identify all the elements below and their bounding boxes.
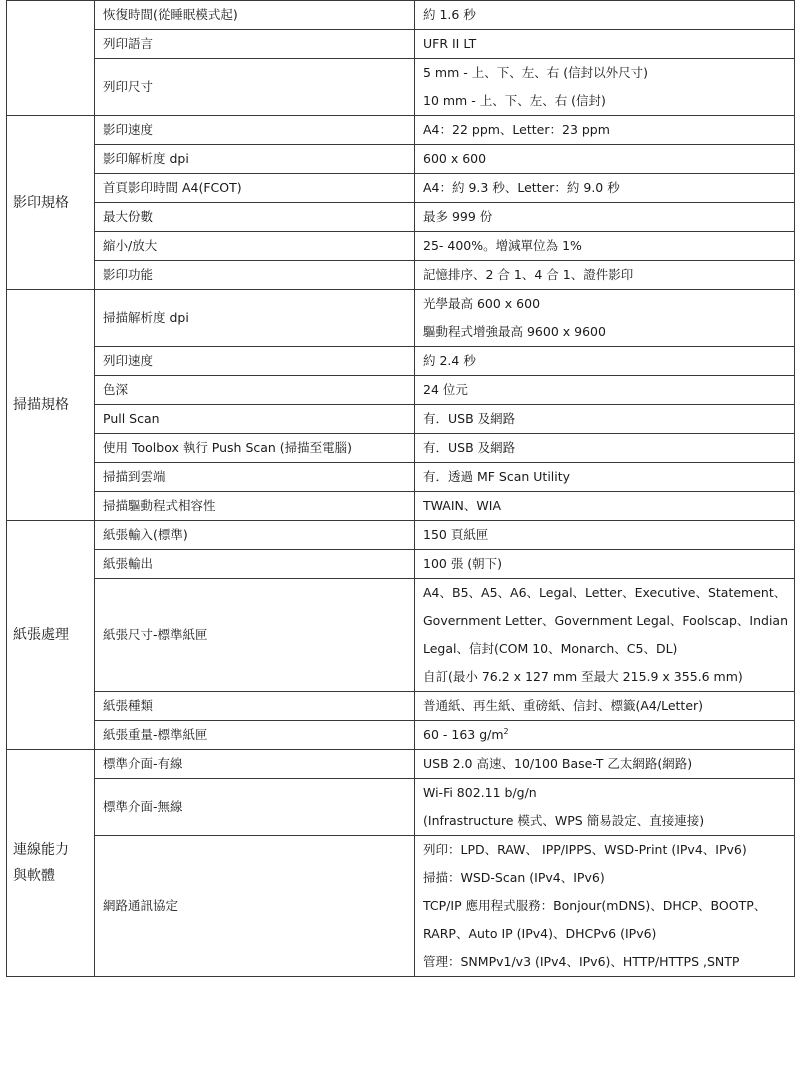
spec-value-line bbox=[423, 807, 794, 835]
spec-value-line bbox=[423, 920, 794, 948]
section-category bbox=[7, 1, 95, 116]
section-category: 紙張處理 bbox=[7, 521, 95, 750]
unit-superscript: 2 bbox=[503, 726, 509, 736]
spec-value-text: 最多 999 份 bbox=[423, 209, 493, 224]
spec-value-text: 光學最高 600 x 600 bbox=[423, 296, 541, 311]
spec-value bbox=[415, 261, 795, 290]
table-row bbox=[7, 779, 795, 836]
table-row bbox=[7, 1, 795, 30]
spec-value-text: 自訂(最小 76.2 x 127 mm 至最大 215.9 x 355.6 mm) bbox=[423, 669, 743, 684]
spec-label: 列印尺寸 bbox=[95, 59, 415, 116]
spec-value-text: 管理：SNMPv1/v3 (IPv4、IPv6)、HTTP/HTTPS ,SNTP bbox=[423, 954, 740, 969]
table-row bbox=[7, 290, 795, 347]
spec-value-text: 600 x 600 bbox=[423, 151, 487, 166]
spec-value bbox=[415, 30, 795, 59]
spec-value-line bbox=[423, 59, 794, 87]
spec-value-line bbox=[423, 30, 794, 58]
spec-value-text: USB 2.0 高速、10/100 Base-T 乙太網路(網路) bbox=[423, 756, 693, 771]
table-row bbox=[7, 463, 795, 492]
spec-label: 恢復時間(從睡眠模式起) bbox=[95, 1, 415, 30]
spec-value bbox=[415, 376, 795, 405]
spec-value-text: 10 mm - 上、下、左、右 (信封) bbox=[423, 93, 606, 108]
spec-value bbox=[415, 463, 795, 492]
spec-value-text: 驅動程式增強最高 9600 x 9600 bbox=[423, 324, 606, 339]
spec-value-text: 150 頁紙匣 bbox=[423, 527, 489, 542]
spec-value bbox=[415, 290, 795, 347]
section-category bbox=[7, 750, 95, 977]
spec-value-line bbox=[423, 663, 794, 691]
spec-value-text: 約 1.6 秒 bbox=[423, 7, 476, 22]
spec-value-text: 列印：LPD、RAW、 IPP/IPPS、WSD-Print (IPv4、IPv6) bbox=[423, 842, 747, 857]
spec-value-line bbox=[423, 607, 794, 635]
spec-label: Pull Scan bbox=[95, 405, 415, 434]
spec-value bbox=[415, 692, 795, 721]
spec-label: 網路通訊協定 bbox=[95, 836, 415, 977]
category-line: 連線能力 bbox=[13, 842, 69, 858]
spec-value bbox=[415, 174, 795, 203]
spec-value-line bbox=[423, 232, 794, 260]
spec-value-line bbox=[423, 579, 794, 607]
spec-value bbox=[415, 579, 795, 692]
spec-value bbox=[415, 347, 795, 376]
spec-label: 列印語言 bbox=[95, 30, 415, 59]
spec-value-line bbox=[423, 347, 794, 375]
spec-label: 縮小/放大 bbox=[95, 232, 415, 261]
spec-value-line bbox=[423, 692, 794, 720]
spec-value-line bbox=[423, 864, 794, 892]
spec-value-text: Wi-Fi 802.11 b/g/n bbox=[423, 785, 537, 800]
spec-value bbox=[415, 1, 795, 30]
spec-label: 影印功能 bbox=[95, 261, 415, 290]
spec-value-text: (Infrastructure 模式、WPS 簡易設定、直接連接) bbox=[423, 813, 705, 828]
spec-value-line bbox=[423, 948, 794, 976]
spec-value-text: A4：22 ppm、Letter：23 ppm bbox=[423, 122, 610, 137]
spec-value-text: RARP、Auto IP (IPv4)、DHCPv6 (IPv6) bbox=[423, 926, 657, 941]
spec-label: 掃描驅動程式相容性 bbox=[95, 492, 415, 521]
table-row bbox=[7, 492, 795, 521]
spec-value bbox=[415, 59, 795, 116]
spec-value-line bbox=[423, 318, 794, 346]
spec-value-line bbox=[423, 405, 794, 433]
spec-value-line bbox=[423, 463, 794, 491]
spec-value-text: 5 mm - 上、下、左、右 (信封以外尺寸) bbox=[423, 65, 648, 80]
spec-value-text: 有．透過 MF Scan Utility bbox=[423, 469, 571, 484]
category-line: 與軟體 bbox=[13, 868, 55, 884]
spec-value-text: A4：約 9.3 秒、Letter：約 9.0 秒 bbox=[423, 180, 620, 195]
spec-value-text: 記憶排序、2 合 1、4 合 1、證件影印 bbox=[423, 267, 634, 282]
table-row bbox=[7, 434, 795, 463]
table-row bbox=[7, 59, 795, 116]
table-row bbox=[7, 347, 795, 376]
spec-value-text: TCP/IP 應用程式服務：Bonjour(mDNS)、DHCP、BOOTP、 bbox=[423, 898, 767, 913]
spec-value-text: 有．USB 及網路 bbox=[423, 411, 516, 426]
spec-value-text: 普通紙、再生紙、重磅紙、信封、標籤(A4/Letter) bbox=[423, 698, 704, 713]
spec-value-line bbox=[423, 779, 794, 807]
spec-value-line bbox=[423, 892, 794, 920]
spec-value bbox=[415, 492, 795, 521]
spec-label: 標準介面-有線 bbox=[95, 750, 415, 779]
table-row bbox=[7, 405, 795, 434]
spec-value-text: 100 張 (朝下) bbox=[423, 556, 503, 571]
table-row bbox=[7, 145, 795, 174]
spec-value-line bbox=[423, 174, 794, 202]
spec-label: 影印速度 bbox=[95, 116, 415, 145]
spec-value bbox=[415, 116, 795, 145]
spec-value-line bbox=[423, 492, 794, 520]
spec-label: 紙張重量-標準紙匣 bbox=[95, 721, 415, 750]
spec-value bbox=[415, 203, 795, 232]
spec-label: 紙張輸出 bbox=[95, 550, 415, 579]
spec-value-text: 有．USB 及網路 bbox=[423, 440, 516, 455]
spec-value-text: 掃描：WSD-Scan (IPv4、IPv6) bbox=[423, 870, 605, 885]
table-row bbox=[7, 116, 795, 145]
table-row bbox=[7, 550, 795, 579]
spec-value-line bbox=[423, 145, 794, 173]
spec-value-text: UFR II LT bbox=[423, 36, 477, 51]
spec-value-line bbox=[423, 261, 794, 289]
table-row bbox=[7, 750, 795, 779]
spec-value bbox=[415, 521, 795, 550]
spec-label: 列印速度 bbox=[95, 347, 415, 376]
spec-label: 紙張種類 bbox=[95, 692, 415, 721]
table-row bbox=[7, 232, 795, 261]
spec-value-line bbox=[423, 434, 794, 462]
spec-value bbox=[415, 779, 795, 836]
spec-value-text: 約 2.4 秒 bbox=[423, 353, 476, 368]
spec-value-text: Legal、信封(COM 10、Monarch、C5、DL) bbox=[423, 641, 678, 656]
spec-label: 掃描解析度 dpi bbox=[95, 290, 415, 347]
spec-label: 首頁影印時間 A4(FCOT) bbox=[95, 174, 415, 203]
table-row bbox=[7, 203, 795, 232]
spec-value-line bbox=[423, 87, 794, 115]
spec-value-line bbox=[423, 635, 794, 663]
table-row bbox=[7, 376, 795, 405]
table-row bbox=[7, 721, 795, 750]
spec-value-text: 24 位元 bbox=[423, 382, 468, 397]
spec-label: 色深 bbox=[95, 376, 415, 405]
table-row bbox=[7, 692, 795, 721]
spec-value bbox=[415, 434, 795, 463]
spec-table bbox=[6, 0, 795, 977]
spec-value bbox=[415, 405, 795, 434]
table-row bbox=[7, 174, 795, 203]
table-row bbox=[7, 521, 795, 550]
table-row bbox=[7, 30, 795, 59]
spec-label: 使用 Toolbox 執行 Push Scan (掃描至電腦) bbox=[95, 434, 415, 463]
spec-value bbox=[415, 750, 795, 779]
section-category: 掃描規格 bbox=[7, 290, 95, 521]
spec-value-text: A4、B5、A5、A6、Legal、Letter、Executive、Statement、 bbox=[423, 585, 787, 600]
spec-value-text: TWAIN、WIA bbox=[423, 498, 501, 513]
spec-value bbox=[415, 145, 795, 174]
spec-value-line bbox=[423, 376, 794, 404]
spec-label: 最大份數 bbox=[95, 203, 415, 232]
spec-value bbox=[415, 550, 795, 579]
spec-label: 紙張輸入(標準) bbox=[95, 521, 415, 550]
spec-label: 紙張尺寸-標準紙匣 bbox=[95, 579, 415, 692]
spec-value-text: Government Letter、Government Legal、Foolscap、Indian bbox=[423, 613, 789, 628]
spec-value-text: 25- 400%。增減單位為 1% bbox=[423, 238, 582, 253]
spec-label: 影印解析度 dpi bbox=[95, 145, 415, 174]
section-category: 影印規格 bbox=[7, 116, 95, 290]
spec-value-line bbox=[423, 521, 794, 549]
spec-value-line bbox=[423, 203, 794, 231]
spec-label: 標準介面-無線 bbox=[95, 779, 415, 836]
spec-value-line bbox=[423, 116, 794, 144]
table-row bbox=[7, 261, 795, 290]
spec-value-line bbox=[423, 721, 794, 749]
spec-value-line bbox=[423, 750, 794, 778]
spec-value-text: 60 - 163 g/m bbox=[423, 727, 504, 742]
table-row bbox=[7, 836, 795, 977]
spec-value-line bbox=[423, 550, 794, 578]
spec-label: 掃描到雲端 bbox=[95, 463, 415, 492]
spec-value bbox=[415, 232, 795, 261]
table-row bbox=[7, 579, 795, 692]
spec-value bbox=[415, 836, 795, 977]
spec-value-line bbox=[423, 836, 794, 864]
spec-value-line bbox=[423, 1, 794, 29]
spec-value-line bbox=[423, 290, 794, 318]
spec-value bbox=[415, 721, 795, 750]
